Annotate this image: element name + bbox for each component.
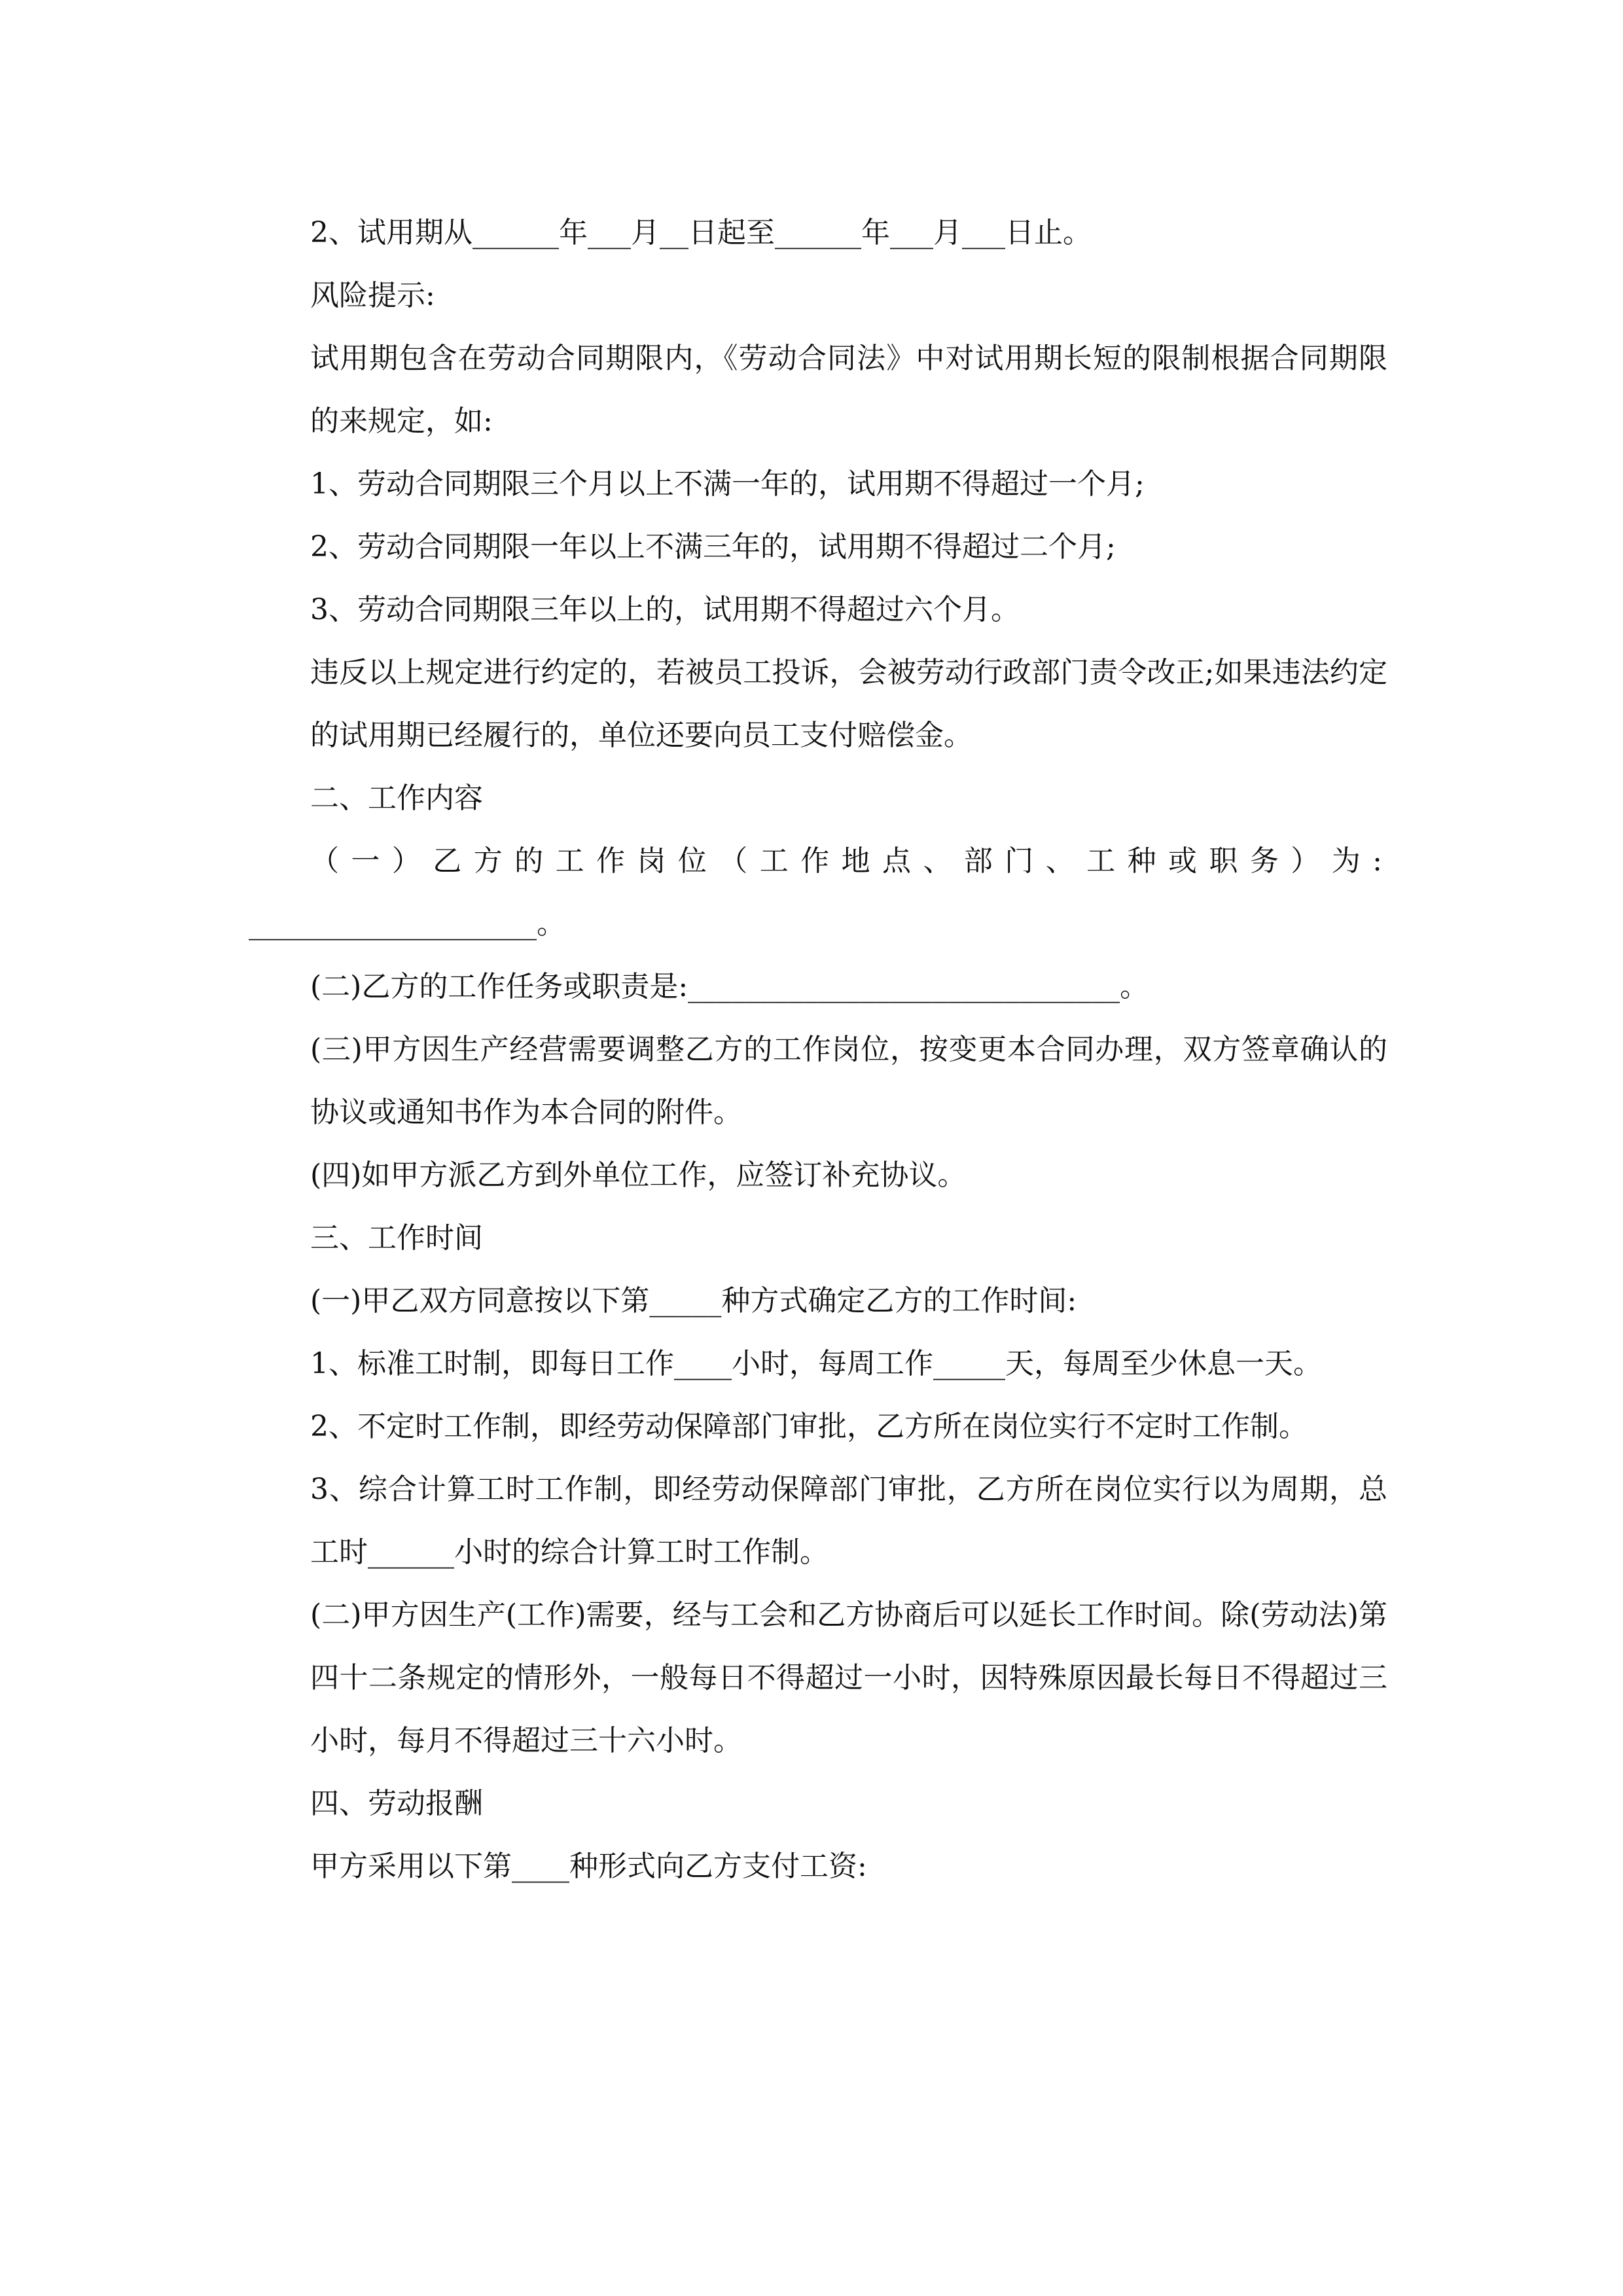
- probation-period-line: 2、试用期从______年___月__日起至______年___月___日止。: [310, 216, 1092, 249]
- section-heading-remuneration: 四、劳动报酬: [310, 1787, 483, 1820]
- violation-paragraph: 违反以上规定进行约定的，若被员工投诉，会被劳动行政部门责令改正;如果违法约定的试用期已经履行的，单位还要向员工支付赔偿金。: [310, 656, 1387, 752]
- section-heading-work-time: 三、工作时间: [310, 1221, 483, 1255]
- work-time-method-line: (一)甲乙双方同意按以下第_____种方式确定乙方的工作时间:: [310, 1284, 1077, 1318]
- overtime-paragraph: (二)甲方因生产(工作)需要，经与工会和乙方协商后可以延长工作时间。除(劳动法)第四十二条规定的情形外，一般每日不得超过一小时，因特殊原因最长每日不得超过三小时，每月不得超过三十六小时。: [310, 1598, 1387, 1757]
- work-duty-line: (二)乙方的工作任务或职责是:______________________________。: [310, 970, 1149, 1003]
- comprehensive-hours-paragraph: 3、综合计算工时工作制，即经劳动保障部门审批，乙方所在岗位实行以为周期，总工时______小时的综合计算工时工作制。: [310, 1473, 1387, 1569]
- payment-form-line: 甲方采用以下第____种形式向乙方支付工资:: [310, 1850, 867, 1883]
- risk-notice-heading: 风险提示:: [310, 279, 435, 312]
- rule-item-2: 2、劳动合同期限一年以上不满三年的，试用期不得超过二个月;: [310, 530, 1116, 564]
- rule-item-3: 3、劳动合同期限三年以上的，试用期不得超过六个月。: [310, 593, 1020, 626]
- position-adjustment-paragraph: (三)甲方因生产经营需要调整乙方的工作岗位，按变更本合同办理，双方签章确认的协议或通知书作为本合同的附件。: [310, 1033, 1387, 1129]
- standard-hours-paragraph: 1、标准工时制，即每日工作____小时，每周工作_____天，每周至少休息一天。: [310, 1347, 1322, 1380]
- work-position-line: （一）乙方的工作岗位（工作地点、部门、工种或职务）为:: [310, 844, 1387, 878]
- flexible-hours-paragraph: 2、不定时工作制，即经劳动保障部门审批，乙方所在岗位实行不定时工作制。: [310, 1410, 1308, 1443]
- document-page: [249, 202, 1387, 1898]
- rule-item-1: 1、劳动合同期限三个月以上不满一年的，试用期不得超过一个月;: [310, 467, 1145, 501]
- work-position-blank: ____________________。: [249, 907, 565, 941]
- external-assignment-line: (四)如甲方派乙方到外单位工作，应签订补充协议。: [310, 1158, 967, 1192]
- probation-rule-paragraph: 试用期包含在劳动合同期限内，《劳动合同法》中对试用期长短的限制根据合同期限的来规定，如:: [310, 342, 1387, 438]
- section-heading-work-content: 二、工作内容: [310, 781, 483, 815]
